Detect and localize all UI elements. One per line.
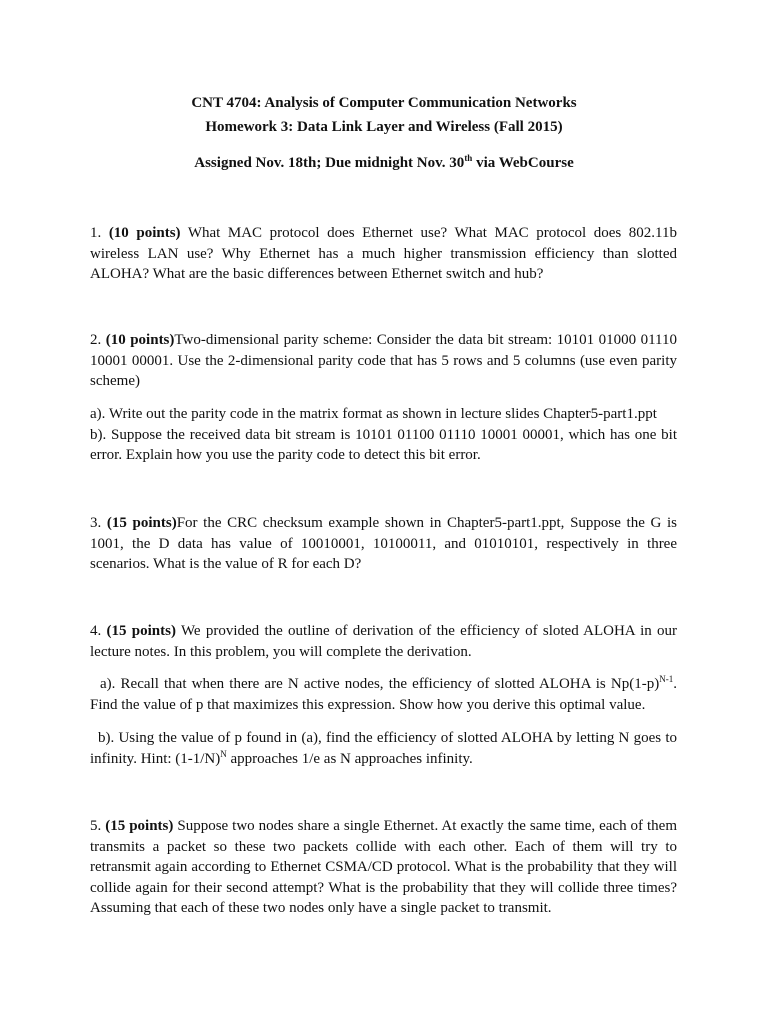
assigned-superscript: th bbox=[464, 153, 473, 163]
assignment-dates bbox=[0, 153, 768, 173]
question-points: (10 points) bbox=[108, 225, 181, 241]
question-4-part-a-text bbox=[90, 674, 677, 715]
question-4-text bbox=[90, 621, 677, 662]
question-number: 5. bbox=[90, 818, 106, 834]
question-points: (15 points) bbox=[105, 818, 174, 834]
homework-title: Homework 3: Data Link Layer and Wireless (Fall 2015) bbox=[205, 119, 563, 135]
part-b-text-end: approaches 1/e as N approaches infinity. bbox=[226, 750, 473, 767]
question-2-text bbox=[90, 330, 677, 392]
question-2-parts bbox=[90, 404, 677, 466]
question-2-part-b: b). Suppose the received data bit stream is 10101 01100 01110 10001 00001, which has one bit error. Explain how you use the parity code to detect this bit error. bbox=[90, 426, 677, 463]
question-points: (15 points) bbox=[106, 515, 177, 531]
exponent: N bbox=[220, 748, 227, 759]
question-4-part-a bbox=[90, 674, 677, 715]
question-5 bbox=[90, 816, 677, 919]
question-3 bbox=[90, 513, 677, 575]
question-points: (10 points) bbox=[105, 332, 175, 348]
question-body: What MAC protocol does Ethernet use? What MAC protocol does 802.11b wireless LAN use? Why Ethernet has a much higher transmission efficiency than slotted ALOHA? What are the basic differences between Ethernet switch and hub? bbox=[90, 225, 677, 282]
question-points: (15 points) bbox=[106, 623, 176, 639]
assigned-text: Assigned Nov. 18th; Due midnight Nov. 30 bbox=[194, 155, 465, 171]
question-number: 3. bbox=[90, 515, 107, 531]
assigned-text-end: via WebCourse bbox=[472, 155, 574, 171]
question-5-text bbox=[90, 816, 677, 919]
question-number: 4. bbox=[90, 623, 107, 639]
question-body: We provided the outline of derivation of the efficiency of sloted ALOHA in our lecture notes. In this problem, you will complete the derivation. bbox=[90, 623, 678, 660]
question-number: 2. bbox=[90, 332, 106, 348]
question-1-text bbox=[90, 223, 677, 285]
exponent: N-1 bbox=[659, 674, 674, 684]
question-4-part-b bbox=[90, 728, 677, 769]
question-2 bbox=[90, 330, 677, 392]
question-3-text bbox=[90, 513, 677, 575]
question-body: For the CRC checksum example shown in Chapter5-part1.ppt, Suppose the G is 1001, the D data has value of 10010001, 10100011, and 01010101, respectively in three scenarios. What is the value of R for each D? bbox=[90, 515, 677, 572]
question-4-part-b-text bbox=[90, 728, 677, 769]
part-a-text: a). Recall that when there are N active nodes, the efficiency of slotted ALOHA is Np(1-p) bbox=[100, 676, 660, 692]
question-number: 1. bbox=[90, 225, 109, 241]
part-b-text: b). Using the value of p found in (a), find the efficiency of slotted ALOHA by letting N goes to infinity. Hint: (1-1/N) bbox=[90, 730, 677, 767]
course-title: CNT 4704: Analysis of Computer Communication Networks bbox=[191, 95, 577, 111]
question-2-part-a: a). Write out the parity code in the matrix format as shown in lecture slides Chapter5-part1.ppt bbox=[90, 406, 657, 422]
part-a-text-end: . Find the value of p that maximizes this expression. Show how you derive this optimal value. bbox=[90, 676, 677, 713]
question-1 bbox=[90, 223, 677, 285]
question-body: Suppose two nodes share a single Ethernet. At exactly the same time, each of them transmits a packet so these two packets collide with each other. Each of them will try to retransmit again according to Ethernet CSMA/CD protocol. What is the probability that they will collide again for their second attempt? What is the probability that they will collide three times? Assuming that each of these two nodes only have a single packet to transmit. bbox=[90, 818, 678, 916]
question-body: Two-dimensional parity scheme: Consider the data bit stream: 10101 01000 01110 10001 00001. Use the 2-dimensional parity code that has 5 rows and 5 columns (use even parity scheme) bbox=[90, 332, 677, 389]
question-4 bbox=[90, 621, 677, 662]
